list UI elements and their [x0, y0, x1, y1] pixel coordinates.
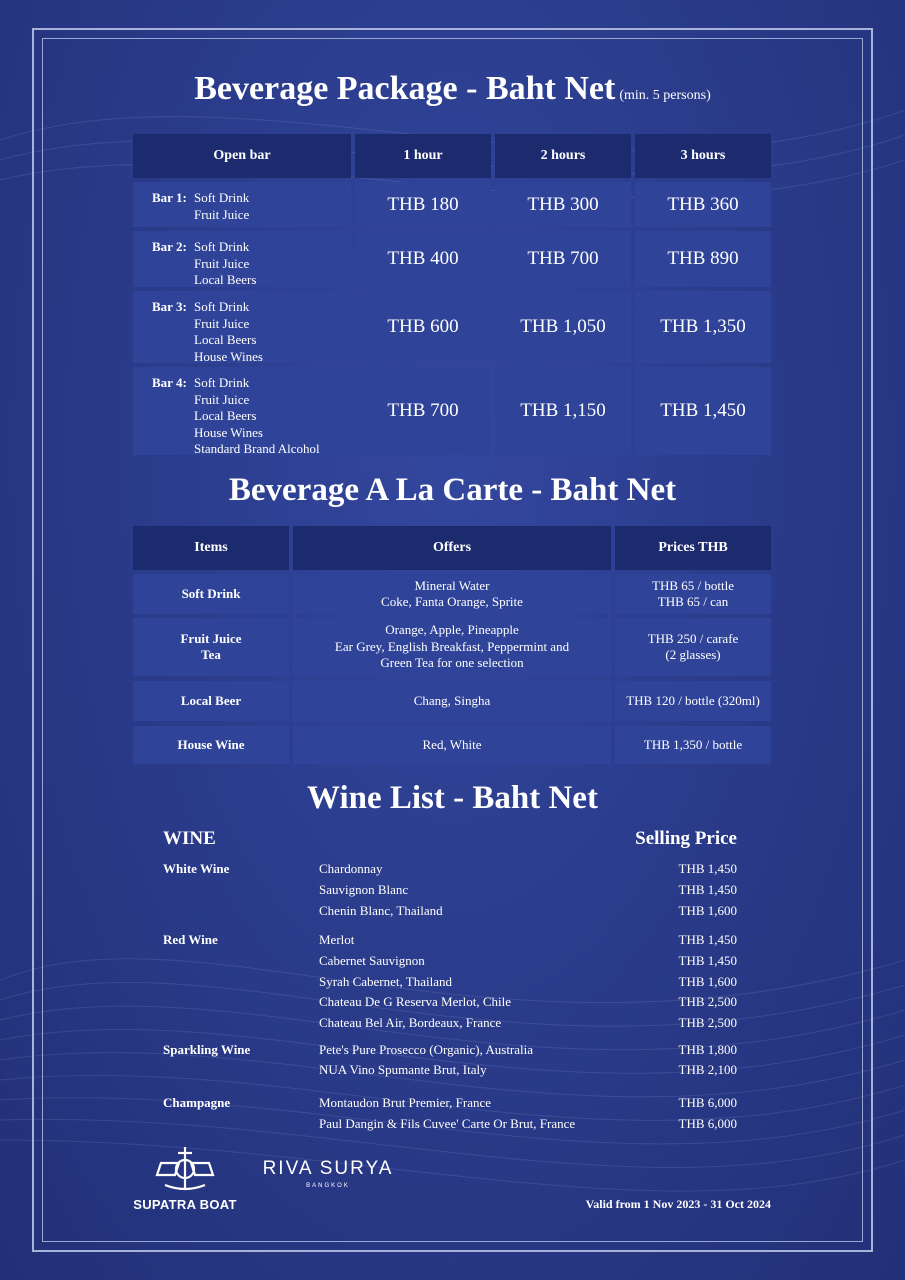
price-cell: THB 360: [635, 182, 771, 227]
alacarte-header-prices: Prices THB: [615, 526, 771, 570]
price-cell: THB 300: [495, 182, 631, 227]
wine-price: THB 2,500: [678, 1015, 737, 1030]
item-name: Tea: [201, 647, 221, 662]
price-cell: THB 700: [495, 231, 631, 287]
offer-line: Red, White: [422, 736, 482, 752]
package-header-open-bar: Open bar: [133, 134, 351, 178]
price-cell: THB 180: [355, 182, 491, 227]
price-cell: THB 400: [355, 231, 491, 287]
bar-item: House Wines: [194, 424, 263, 440]
price-line: THB 65 / can: [657, 594, 729, 609]
item-name: House Wine: [177, 736, 245, 752]
alacarte-header-offers: Offers: [293, 526, 611, 570]
bar-item: Soft Drink: [194, 239, 250, 254]
price-line: THB 250 / carafe: [647, 630, 739, 646]
alacarte-title: Beverage A La Carte - Baht Net: [228, 472, 677, 508]
price-cell: THB 1,350: [635, 291, 771, 363]
bar-item: Soft Drink: [194, 299, 250, 314]
riva-surya-logo: [258, 1158, 398, 1189]
package-note: (min. 5 persons): [619, 88, 711, 103]
wine-name: Chateau Bel Air, Bordeaux, France: [319, 1015, 502, 1030]
offer-line: Mineral Water: [414, 577, 490, 593]
bar-item: Fruit Juice: [194, 391, 250, 407]
wine-name: NUA Vino Spumante Brut, Italy: [319, 1062, 487, 1077]
wine-price: THB 2,500: [678, 994, 737, 1009]
alacarte-price: [615, 726, 771, 764]
wine-price: THB 1,800: [678, 1042, 737, 1057]
wine-name: Sauvignon Blanc: [319, 882, 409, 897]
wine-category-sparkling: Sparkling Wine: [163, 1042, 251, 1057]
alacarte-item-fruit-juice-tea: [133, 618, 289, 676]
alacarte-item-soft-drink: [133, 574, 289, 614]
bar-item: Soft Drink: [194, 375, 250, 390]
wine-price: THB 1,450: [678, 932, 737, 947]
alacarte-price: [615, 618, 771, 676]
riva-surya-subtext: BANGKOK: [306, 1183, 350, 1189]
offer-line: Coke, Fanta Orange, Sprite: [381, 594, 523, 609]
bar-label: Bar 3:: [152, 299, 187, 314]
wine-name: Chateau De G Reserva Merlot, Chile: [319, 994, 512, 1009]
wine-name: Montaudon Brut Premier, France: [319, 1095, 492, 1110]
wine-price: THB 1,450: [678, 882, 737, 897]
price-cell: THB 1,050: [495, 291, 631, 363]
package-row-bar-1: [133, 182, 351, 227]
package-row-bar-2: [133, 231, 351, 287]
alacarte-offers: [293, 726, 611, 764]
price-cell: THB 1,150: [495, 367, 631, 455]
validity-period: Valid from 1 Nov 2023 - 31 Oct 2024: [585, 1197, 771, 1211]
alacarte-price: [615, 574, 771, 614]
item-name: Soft Drink: [181, 585, 241, 601]
price-line: (2 glasses): [665, 647, 721, 662]
bar-label: Bar 4:: [152, 375, 187, 390]
bar-label: Bar 2:: [152, 239, 187, 254]
alacarte-item-house-wine: [133, 726, 289, 764]
offer-line: Chang, Singha: [413, 692, 491, 708]
price-cell: THB 600: [355, 291, 491, 363]
price-cell: THB 700: [355, 367, 491, 455]
package-header-2-hours: 2 hours: [495, 134, 631, 178]
alacarte-offers: [293, 574, 611, 614]
wine-price: THB 1,600: [678, 974, 737, 989]
offer-line: Orange, Apple, Pineapple: [385, 622, 519, 638]
package-row-bar-3: [133, 291, 351, 363]
price-line: THB 120 / bottle (320ml): [626, 692, 760, 708]
anchor-emblem-icon: [145, 1145, 225, 1191]
package-header-1-hour: 1 hour: [355, 134, 491, 178]
wine-category-champagne: Champagne: [163, 1095, 231, 1110]
wine-name: Pete's Pure Prosecco (Organic), Australia: [319, 1042, 534, 1057]
wine-list-title: Wine List - Baht Net: [307, 780, 598, 816]
package-row-bar-4: [133, 367, 351, 455]
price-line: THB 1,350 / bottle: [643, 736, 743, 752]
alacarte-offers: [293, 681, 611, 721]
wine-name: Chardonnay: [319, 861, 383, 876]
wine-name: Paul Dangin & Fils Cuvee' Carte Or Brut, France: [319, 1116, 576, 1131]
item-name: Local Beer: [180, 692, 242, 708]
wine-name: Syrah Cabernet, Thailand: [319, 974, 452, 989]
bar-label: Bar 1:: [152, 190, 187, 205]
item-name: Fruit Juice: [180, 630, 242, 646]
package-title: Beverage Package - Baht Net (min. 5 persons): [194, 70, 711, 107]
wine-price: THB 1,600: [678, 903, 737, 918]
wine-category-red: Red Wine: [163, 932, 218, 947]
wine-price: THB 2,100: [678, 1062, 737, 1077]
offer-line: Ear Grey, English Breakfast, Peppermint and: [334, 638, 570, 654]
bar-item: Fruit Juice: [194, 315, 250, 331]
bar-item: Fruit Juice: [194, 255, 250, 271]
wine-column-header: WINE: [163, 828, 216, 849]
bar-item: Local Beers: [194, 408, 257, 423]
supatra-boat-logo: [133, 1145, 237, 1212]
price-cell: THB 1,450: [635, 367, 771, 455]
bar-item: Standard Brand Alcohol: [194, 441, 320, 456]
wine-price: THB 1,450: [678, 861, 737, 876]
price-line: THB 65 / bottle: [652, 577, 734, 593]
alacarte-offers: [293, 618, 611, 676]
riva-surya-text: RIVA SURYA: [262, 1158, 394, 1179]
offer-line: Green Tea for one selection: [380, 655, 524, 671]
bar-item: House Wines: [194, 348, 263, 364]
bar-item: Fruit Juice: [194, 206, 250, 222]
alacarte-price: [615, 681, 771, 721]
bar-item: Local Beers: [194, 272, 257, 287]
wine-category-white: White Wine: [163, 861, 230, 876]
price-cell: THB 890: [635, 231, 771, 287]
wine-price: THB 1,450: [678, 953, 737, 968]
alacarte-header-items: Items: [133, 526, 289, 570]
package-header-3-hours: 3 hours: [635, 134, 771, 178]
wine-price: THB 6,000: [678, 1095, 737, 1110]
alacarte-item-local-beer: [133, 681, 289, 721]
selling-price-column-header: Selling Price: [635, 828, 737, 849]
wine-price: THB 6,000: [678, 1116, 737, 1131]
bar-item: Local Beers: [194, 332, 257, 347]
wine-name: Cabernet Sauvignon: [319, 953, 425, 968]
wine-name: Merlot: [319, 932, 355, 947]
bar-item: Soft Drink: [194, 190, 250, 205]
wine-name: Chenin Blanc, Thailand: [319, 903, 443, 918]
supatra-boat-text: SUPATRA BOAT: [133, 1197, 237, 1212]
